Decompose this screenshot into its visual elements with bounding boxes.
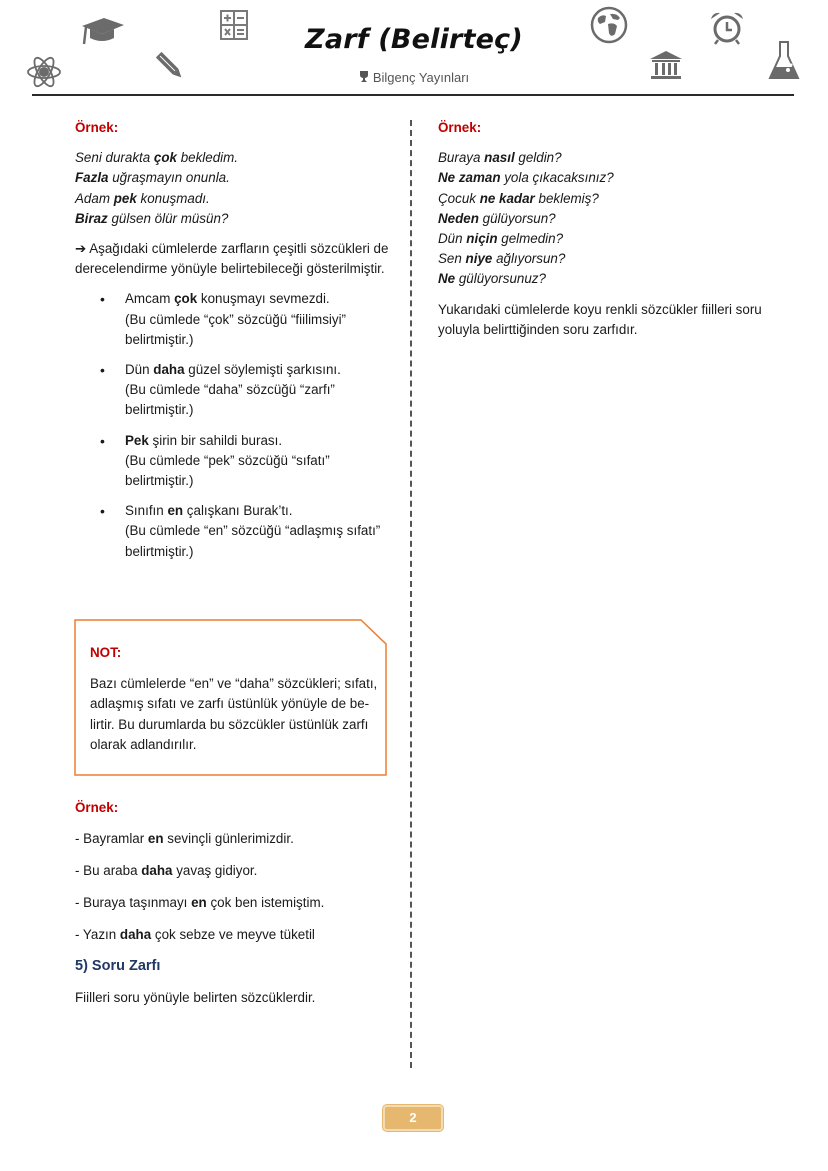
arrow-icon: ➔	[75, 241, 87, 257]
example-line: Ne zaman yola çıkacaksınız?	[438, 170, 614, 186]
column-divider	[410, 120, 412, 1068]
note-text: Bazı cümlelerde “en” ve “daha” sözcükleri; sıfatı, adlaşmış sıfatı ve zarfı üstünlük yönüyle de be-lirtir. Bu durumlarda bu sözcükler üstünlük zarfı olarak adlandırılır.	[90, 676, 378, 752]
example-line: - Bayramlar en sevinçli günlerimizdir.	[75, 831, 294, 847]
museum-icon	[649, 50, 683, 80]
list-item: • Amcam çok konuşmayı sevmezdi. (Bu cümlede “çok” sözcüğü “fiilimsiyi” belirtmiştir.)	[75, 289, 390, 350]
explanation-paragraph: Yukarıdaki cümlelerde koyu renkli sözcükler fiilleri soru yoluyla belirttiğinden soru zarfıdır.	[438, 301, 762, 337]
example-line: - Yazın daha çok sebze ve meyve tüketil	[75, 926, 315, 942]
lower-left-section	[75, 798, 395, 1008]
globe-icon	[590, 6, 628, 44]
page-number-badge: 2	[383, 1105, 443, 1131]
example-line: Buraya nasıl geldin?	[438, 150, 562, 166]
publisher-label	[0, 70, 828, 85]
note-title: NOT:	[90, 645, 122, 660]
note-box	[74, 619, 387, 776]
example-line: Adam pek konuşmadı.	[75, 190, 210, 206]
example-sentences	[75, 148, 390, 229]
example-line: Biraz gülsen ölür müsün?	[75, 210, 229, 226]
example-line: Ne gülüyorsunuz?	[438, 271, 546, 287]
section-text: Fiilleri soru yönüyle belirten sözcüklerdir.	[75, 989, 316, 1005]
example-line: - Bu araba daha yavaş gidiyor.	[75, 863, 258, 878]
trophy-icon	[359, 71, 369, 83]
left-column	[75, 118, 390, 572]
page-header	[0, 0, 828, 100]
example-line: - Buraya taşınmayı en çok ben istemiştim.	[75, 894, 325, 910]
page-title: Zarf (Belirteç)	[305, 24, 523, 55]
example-sentences	[438, 148, 768, 289]
example-line: Dün niçin gelmedin?	[438, 231, 564, 247]
example-line: Neden gülüyorsun?	[438, 210, 556, 226]
example-line: Seni durakta çok bekledim.	[75, 150, 239, 166]
section-heading: 5) Soru Zarfı	[75, 958, 161, 975]
list-item: • Sınıfın en çalışkanı Burak’tı. (Bu cümlede “en” sözcüğü “adlaşmış sıfatı” belirtmiştir.)	[75, 501, 390, 562]
list-item: • Pek şirin bir sahildi burası. (Bu cümlede “pek” sözcüğü “sıfatı” belirtmiştir.)	[75, 431, 390, 492]
flask-icon	[768, 40, 800, 82]
list-item: • Dün daha güzel söylemişti şarkısını. (Bu cümlede “daha” sözcüğü “zarfı” belirtmiştir.)	[75, 360, 390, 421]
right-column	[438, 118, 768, 350]
publisher-name: Bilgenç Yayınları	[372, 70, 470, 85]
header-divider	[32, 94, 794, 96]
bullet-list	[75, 289, 390, 561]
intro-paragraph: ➔ Aşağıdaki cümlelerde zarfların çeşitli sözcükleri de derecelendirme yönüyle belirtebileceği gösterilmiştir.	[75, 241, 389, 277]
alarm-clock-icon	[708, 10, 746, 46]
example-label: Örnek:	[75, 120, 119, 135]
example-label: Örnek:	[75, 800, 119, 815]
example-line: Fazla uğraşmayın onunla.	[75, 170, 230, 186]
example-line: Çocuk ne kadar beklemiş?	[438, 190, 599, 206]
example-label: Örnek:	[438, 120, 482, 135]
example-line: Sen niye ağlıyorsun?	[438, 251, 566, 267]
